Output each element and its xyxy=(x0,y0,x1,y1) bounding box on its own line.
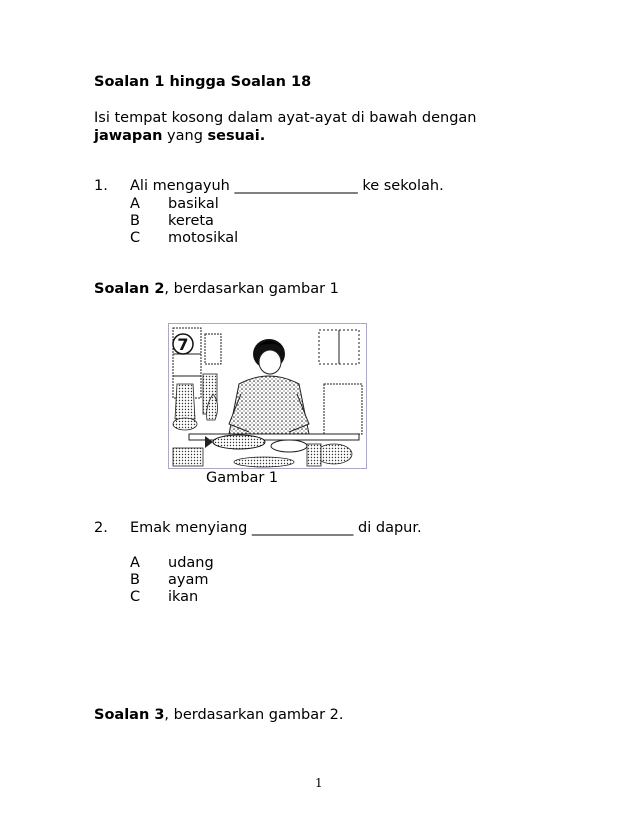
section-3-rest: , berdasarkan gambar 2. xyxy=(164,707,344,723)
question-1-option-b-letter: B xyxy=(130,213,140,229)
question-2-option-b-text: ayam xyxy=(168,572,209,588)
section-heading: Soalan 1 hingga Soalan 18 xyxy=(94,74,312,90)
question-2-option-c-letter: C xyxy=(130,589,141,605)
section-3-bold: Soalan 3 xyxy=(94,707,165,723)
instruction-line-1: Isi tempat kosong dalam ayat-ayat di bawah dengan xyxy=(94,110,477,126)
figure-gambar-1 xyxy=(168,323,367,469)
instruction-line-2 xyxy=(94,127,265,145)
figure-number-label: 7 xyxy=(177,335,189,354)
question-1-option-a-letter: A xyxy=(130,196,140,212)
page-number: 1 xyxy=(315,776,323,790)
question-2-option-a-text: udang xyxy=(168,555,214,571)
question-1-text: Ali mengayuh _________________ ke sekolah. xyxy=(130,178,444,194)
question-1-number: 1. xyxy=(94,178,108,194)
section-3-heading xyxy=(94,706,343,724)
question-2-option-c-text: ikan xyxy=(168,589,199,605)
question-1-option-c-text: motosikal xyxy=(168,230,239,246)
instruction-bold-sesuai: sesuai. xyxy=(207,128,266,144)
section-2-rest: , berdasarkan gambar 1 xyxy=(164,281,339,297)
question-2-option-b-letter: B xyxy=(130,572,140,588)
question-1-option-a-text: basikal xyxy=(168,196,219,212)
question-2-number: 2. xyxy=(94,520,108,536)
section-2-bold: Soalan 2 xyxy=(94,281,165,297)
section-2-heading xyxy=(94,280,339,298)
figure-caption: Gambar 1 xyxy=(206,470,279,486)
question-1-option-b-text: kereta xyxy=(168,213,214,229)
woman-cleaning-fish-drawing xyxy=(169,324,366,468)
question-1-option-c-letter: C xyxy=(130,230,141,246)
question-2-option-a-letter: A xyxy=(130,555,140,571)
instruction-bold-jawapan: jawapan xyxy=(94,128,163,144)
question-2-text: Emak menyiang ______________ di dapur. xyxy=(130,520,422,536)
instruction-middle: yang xyxy=(162,128,208,144)
